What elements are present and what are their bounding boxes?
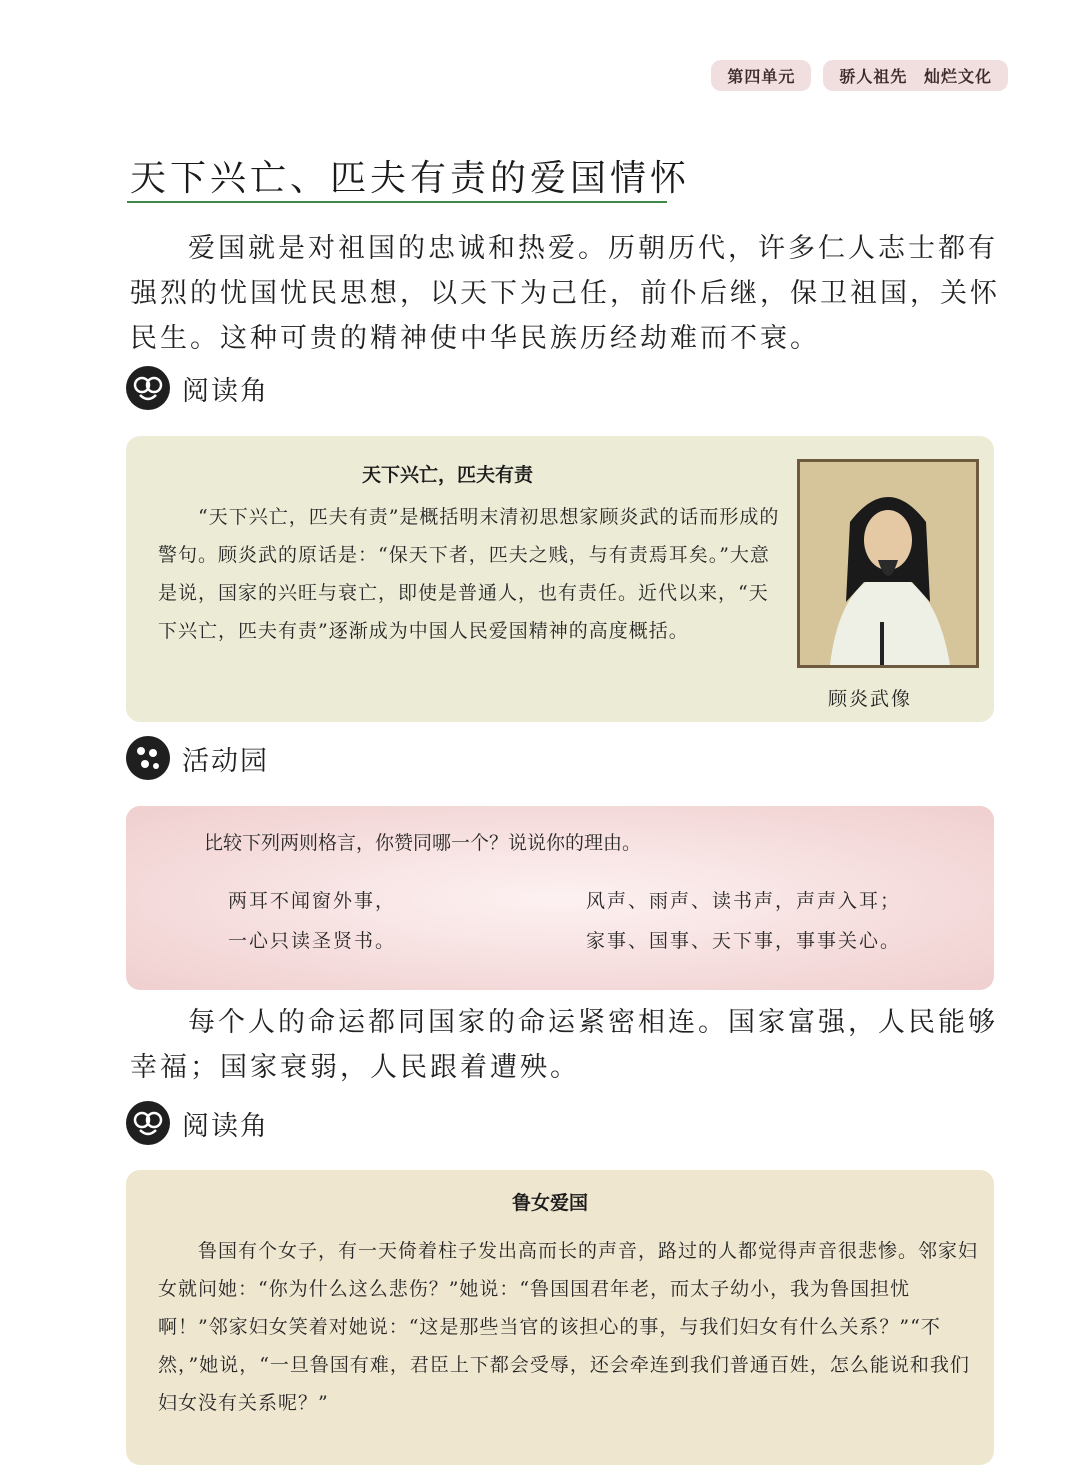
reading-box-2 — [126, 1170, 994, 1465]
unit-tab: 第四单元 — [711, 60, 811, 91]
activity-heading — [126, 736, 269, 780]
reading-corner-label: 阅读角 — [182, 375, 269, 407]
gu-yanwu-portrait — [797, 459, 979, 668]
reading-corner-heading-1 — [126, 366, 269, 410]
section-title: 天下兴亡、匹夫有责的爱国情怀 — [130, 158, 691, 199]
left-maxim-line-1: 两耳不闻窗外事， — [228, 890, 397, 912]
reading-box-text: “天下兴亡，匹夫有责”是概括明末清初思想家顾炎武的话而形成的警句。顾炎武的原话是：“保天下者，匹夫之贱，与有责焉耳矣。”大意是说，国家的兴旺与衰亡，即使是普通人，也有责任。近代以来，“天下兴亡，匹夫有责”逐渐成为中国人民爱国精神的高度概括。 — [158, 506, 780, 642]
activity-prompt: 比较下列两则格言，你赞同哪一个？说说你的理由。 — [204, 832, 642, 854]
reading-corner-heading-2 — [126, 1101, 269, 1145]
reading-corner-label: 阅读角 — [182, 1110, 269, 1142]
portrait-caption: 顾炎武像 — [828, 688, 913, 710]
activity-label: 活动园 — [182, 745, 269, 777]
intro-paragraph: 爱国就是对祖国的忠诚和热爱。历朝历代，许多仁人志士都有强烈的忧国忧民思想，以天下为己任，前仆后继，保卫祖国，关怀民生。这种可贵的精神使中华民族历经劫难而不衰。 — [130, 233, 1000, 354]
reading-box-title: 天下兴亡，匹夫有责 — [362, 464, 534, 486]
unit-title-tab: 骄人祖先 灿烂文化 — [823, 60, 1008, 91]
second-paragraph: 每个人的命运都同国家的命运紧密相连。国家富强，人民能够幸福；国家衰弱，人民跟着遭殃。 — [130, 1007, 998, 1083]
reading-box-text: 鲁国有个女子，有一天倚着柱子发出高而长的声音，路过的人都觉得声音很悲惨。邻家妇女就问她：“你为什么这么悲伤？”她说：“鲁国国君年老，而太子幼小，我为鲁国担忧啊！”邻家妇女笑着对她说：“这是那些当官的该担心的事，与我们妇女有什么关系？”“不然，”她说，“一旦鲁国有难，君臣上下都会受辱，还会牵连到我们普通百姓，怎么能说和我们妇女没有关系呢？” — [158, 1240, 979, 1414]
left-maxim-line-2: 一心只读圣贤书。 — [228, 930, 397, 952]
title-underline — [127, 201, 667, 203]
header-tabs — [711, 60, 1008, 91]
activity-icon — [126, 736, 170, 780]
right-maxim-line-1: 风声、雨声、读书声，声声入耳； — [586, 890, 902, 912]
reading-corner-icon — [126, 366, 170, 410]
reading-corner-icon — [126, 1101, 170, 1145]
reading-box-title: 鲁女爱国 — [512, 1192, 589, 1214]
right-maxim-line-2: 家事、国事、天下事，事事关心。 — [586, 930, 902, 952]
activity-box — [126, 806, 994, 990]
